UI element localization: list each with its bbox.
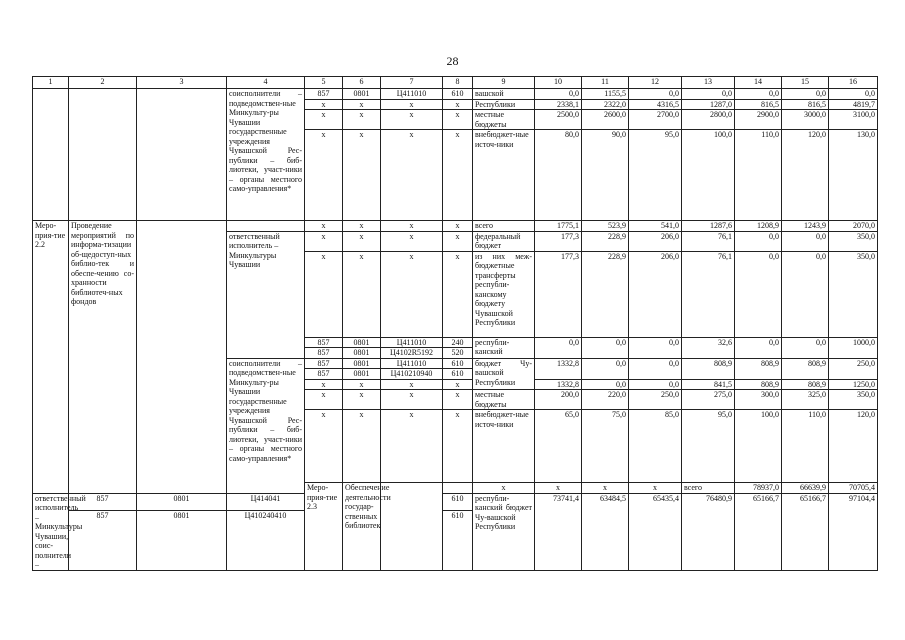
value-cell: 110,0 (735, 130, 782, 221)
code-cell: 0801 (343, 89, 381, 100)
code-cell: 0801 (343, 348, 381, 359)
code-cell: 240 (443, 337, 473, 348)
code-cell: x (443, 390, 473, 410)
code-cell: x (443, 231, 473, 251)
code-cell: 610 (443, 510, 473, 570)
value-cell: 841,5 (682, 379, 735, 390)
value-cell: 1287,0 (682, 99, 735, 110)
code-cell: Ц410210940 (381, 369, 443, 380)
value-cell: 3000,0 (782, 110, 829, 130)
value-cell: 300,0 (735, 390, 782, 410)
column-number: 15 (782, 77, 829, 89)
code-cell: x (305, 251, 343, 337)
value-cell: 228,9 (582, 251, 629, 337)
value-cell: 65166,7 (782, 493, 829, 570)
funding-source: местные бюджеты (473, 390, 535, 410)
code-cell: 857 (305, 89, 343, 100)
value-cell: 76,1 (682, 231, 735, 251)
value-cell: 0,0 (629, 337, 682, 358)
executor-cell: соисполнители – подведомствен-ные Минкульту-ры Чувашии государственные учреждения Чувашской Рес-публики – биб-лиотеки, участ-ники – органы местного само-управления* (227, 89, 305, 221)
value-cell: 350,0 (829, 251, 878, 337)
code-cell: x (443, 110, 473, 130)
column-number: 9 (473, 77, 535, 89)
value-cell: 808,9 (735, 358, 782, 379)
value-cell: 1332,8 (535, 358, 582, 379)
executor-cell: ответственный исполнитель – Минкультуры Чувашии, соис-полнители – (33, 493, 69, 570)
value-cell: 32,6 (682, 337, 735, 358)
column-number: 5 (305, 77, 343, 89)
value-cell: 808,9 (735, 379, 782, 390)
code-cell: 0801 (137, 510, 227, 570)
value-cell: 0,0 (782, 89, 829, 100)
value-cell: 73741,4 (535, 493, 582, 570)
value-cell: 220,0 (582, 390, 629, 410)
value-cell: 130,0 (829, 130, 878, 221)
column-number: 4 (227, 77, 305, 89)
code-cell: x (343, 379, 381, 390)
value-cell: 2800,0 (682, 110, 735, 130)
code-cell: x (305, 221, 343, 232)
value-cell: 0,0 (535, 337, 582, 358)
code-cell: x (343, 390, 381, 410)
value-cell: 0,0 (829, 89, 878, 100)
value-cell: 76,1 (682, 251, 735, 337)
empty-cell (227, 221, 305, 232)
table-row (33, 493, 878, 510)
value-cell: 325,0 (782, 390, 829, 410)
empty-cell (33, 89, 69, 221)
code-cell: 857 (305, 348, 343, 359)
code-cell: x (381, 221, 443, 232)
value-cell: 2500,0 (535, 110, 582, 130)
column-number: 14 (735, 77, 782, 89)
value-cell: 2900,0 (735, 110, 782, 130)
code-cell: Ц411010 (381, 358, 443, 369)
code-cell: 857 (305, 358, 343, 369)
code-cell: x (535, 483, 582, 494)
code-cell: x (443, 99, 473, 110)
code-cell: 610 (443, 358, 473, 369)
funding-source: внебюджет-ные источ-ники (473, 130, 535, 221)
funding-source: вашской (473, 89, 535, 100)
value-cell: 95,0 (682, 410, 735, 483)
funding-source: бюджет Чу-вашской Республики (473, 358, 535, 390)
code-cell: Ц411010 (381, 337, 443, 348)
value-cell: 100,0 (735, 410, 782, 483)
column-number: 8 (443, 77, 473, 89)
code-cell: 857 (305, 337, 343, 348)
column-number: 12 (629, 77, 682, 89)
funding-source: Республики (473, 99, 535, 110)
empty-cell (69, 89, 137, 221)
code-cell: x (343, 110, 381, 130)
value-cell: 1208,9 (735, 221, 782, 232)
value-cell: 541,0 (629, 221, 682, 232)
value-cell: 275,0 (682, 390, 735, 410)
column-number: 6 (343, 77, 381, 89)
header-row (33, 77, 878, 89)
code-cell: 0801 (343, 337, 381, 348)
measure-label: Меро-прия-тие 2.2 (33, 221, 69, 494)
funding-source: из них меж-бюджетные трансферты республи-канскому бюджету Чувашской Республики (473, 251, 535, 337)
code-cell: x (381, 130, 443, 221)
code-cell: x (443, 251, 473, 337)
value-cell: 110,0 (782, 410, 829, 483)
value-cell: 3100,0 (829, 110, 878, 130)
value-cell: 0,0 (629, 89, 682, 100)
funding-source: местные бюджеты (473, 110, 535, 130)
value-cell: 816,5 (735, 99, 782, 110)
value-cell: 1332,8 (535, 379, 582, 390)
value-cell: 2322,0 (582, 99, 629, 110)
value-cell: 0,0 (629, 358, 682, 379)
funding-source: федеральный бюджет (473, 231, 535, 251)
value-cell: 808,9 (682, 358, 735, 379)
code-cell: 0801 (137, 493, 227, 510)
value-cell: 0,0 (782, 251, 829, 337)
code-cell: x (343, 221, 381, 232)
funding-source: всего (682, 483, 735, 494)
code-cell: Ц411010 (381, 89, 443, 100)
value-cell: 228,9 (582, 231, 629, 251)
value-cell: 66639,9 (782, 483, 829, 494)
value-cell: 80,0 (535, 130, 582, 221)
value-cell: 0,0 (735, 251, 782, 337)
empty-cell (443, 483, 473, 494)
code-cell: x (473, 483, 535, 494)
value-cell: 1250,0 (829, 379, 878, 390)
value-cell: 65166,7 (735, 493, 782, 570)
value-cell: 90,0 (582, 130, 629, 221)
code-cell: x (381, 410, 443, 483)
value-cell: 1000,0 (829, 337, 878, 358)
value-cell: 4316,5 (629, 99, 682, 110)
column-number: 3 (137, 77, 227, 89)
funding-source: внебюджет-ные источ-ники (473, 410, 535, 483)
code-cell: x (305, 390, 343, 410)
measure-label: Меро-прия-тие 2.3 (305, 483, 343, 571)
page-number: 28 (446, 54, 459, 68)
value-cell: 177,3 (535, 251, 582, 337)
code-cell: x (305, 410, 343, 483)
column-number: 2 (69, 77, 137, 89)
code-cell: x (343, 130, 381, 221)
value-cell: 70705,4 (829, 483, 878, 494)
code-cell: x (343, 231, 381, 251)
value-cell: 1155,5 (582, 89, 629, 100)
code-cell: x (443, 130, 473, 221)
column-number: 1 (33, 77, 69, 89)
empty-cell (137, 221, 227, 494)
code-cell: 610 (443, 369, 473, 380)
code-cell: x (443, 379, 473, 390)
code-cell: x (381, 231, 443, 251)
measure-name: Проведение мероприятий по информа-тизации об-щедоступ-ных библио-тек и обеспе-чению со-хранности библиотеч-ных фондов (69, 221, 137, 494)
column-number: 7 (381, 77, 443, 89)
code-cell: 0801 (343, 358, 381, 369)
value-cell: 200,0 (535, 390, 582, 410)
code-cell: 0801 (343, 369, 381, 380)
code-cell: x (305, 231, 343, 251)
value-cell: 0,0 (682, 89, 735, 100)
executor-cell: ответственный исполнитель – Минкультуры Чувашии (227, 231, 305, 358)
code-cell: 520 (443, 348, 473, 359)
code-cell: x (381, 379, 443, 390)
value-cell: 120,0 (782, 130, 829, 221)
value-cell: 95,0 (629, 130, 682, 221)
value-cell: 97104,4 (829, 493, 878, 570)
value-cell: 0,0 (735, 231, 782, 251)
code-cell: x (629, 483, 682, 494)
measure-name: Обеспечение деятельности государ-ственных библиотек (343, 483, 381, 571)
value-cell: 100,0 (682, 130, 735, 221)
value-cell: 350,0 (829, 390, 878, 410)
value-cell: 1775,1 (535, 221, 582, 232)
value-cell: 0,0 (735, 89, 782, 100)
code-cell: x (443, 221, 473, 232)
code-cell: 857 (69, 510, 137, 570)
value-cell: 2600,0 (582, 110, 629, 130)
column-number: 16 (829, 77, 878, 89)
code-cell: x (305, 99, 343, 110)
value-cell: 808,9 (782, 358, 829, 379)
value-cell: 808,9 (782, 379, 829, 390)
column-number: 11 (582, 77, 629, 89)
column-number: 10 (535, 77, 582, 89)
empty-cell (137, 89, 227, 221)
code-cell: x (381, 390, 443, 410)
code-cell: x (343, 410, 381, 483)
executor-cell: соисполнители – подведомствен-ные Минкульту-ры Чувашии государственные учреждения Чувашской Рес-публики – биб-лиотеки, участ-ники – органы местного само-управления* (227, 358, 305, 493)
value-cell: 816,5 (782, 99, 829, 110)
code-cell: 857 (305, 369, 343, 380)
funding-source: республи-канский (473, 337, 535, 358)
value-cell: 206,0 (629, 231, 682, 251)
value-cell: 250,0 (829, 358, 878, 379)
value-cell: 1287,6 (682, 221, 735, 232)
value-cell: 76480,9 (682, 493, 735, 570)
code-cell: Ц414041 (227, 493, 305, 510)
code-cell: x (381, 110, 443, 130)
value-cell: 0,0 (535, 89, 582, 100)
value-cell: 65435,4 (629, 493, 682, 570)
code-cell: x (305, 379, 343, 390)
value-cell: 65,0 (535, 410, 582, 483)
value-cell: 523,9 (582, 221, 629, 232)
code-cell: x (305, 110, 343, 130)
column-number: 13 (682, 77, 735, 89)
value-cell: 120,0 (829, 410, 878, 483)
budget-table (32, 76, 878, 571)
value-cell: 4819,7 (829, 99, 878, 110)
value-cell: 250,0 (629, 390, 682, 410)
value-cell: 0,0 (735, 337, 782, 358)
code-cell: x (443, 410, 473, 483)
code-cell: Ц410240410 (227, 510, 305, 570)
funding-source: всего (473, 221, 535, 232)
value-cell: 2700,0 (629, 110, 682, 130)
code-cell: x (582, 483, 629, 494)
value-cell: 177,3 (535, 231, 582, 251)
value-cell: 2338,1 (535, 99, 582, 110)
code-cell: 610 (443, 493, 473, 510)
value-cell: 78937,0 (735, 483, 782, 494)
code-cell: x (381, 251, 443, 337)
value-cell: 0,0 (582, 358, 629, 379)
value-cell: 2070,0 (829, 221, 878, 232)
code-cell: x (381, 99, 443, 110)
table-row (33, 89, 878, 100)
value-cell: 85,0 (629, 410, 682, 483)
value-cell: 350,0 (829, 231, 878, 251)
funding-source: республи-канский бюджет Чу-вашской Республики (473, 493, 535, 570)
code-cell: x (305, 130, 343, 221)
value-cell: 0,0 (782, 231, 829, 251)
value-cell: 1243,9 (782, 221, 829, 232)
value-cell: 0,0 (582, 337, 629, 358)
code-cell: 610 (443, 89, 473, 100)
code-cell: x (343, 251, 381, 337)
value-cell: 0,0 (782, 337, 829, 358)
value-cell: 206,0 (629, 251, 682, 337)
value-cell: 0,0 (582, 379, 629, 390)
code-cell: x (343, 99, 381, 110)
table-row (33, 221, 878, 232)
code-cell: 857 (69, 493, 137, 510)
value-cell: 63484,5 (582, 493, 629, 570)
value-cell: 0,0 (629, 379, 682, 390)
code-cell: Ц4102R5192 (381, 348, 443, 359)
value-cell: 75,0 (582, 410, 629, 483)
